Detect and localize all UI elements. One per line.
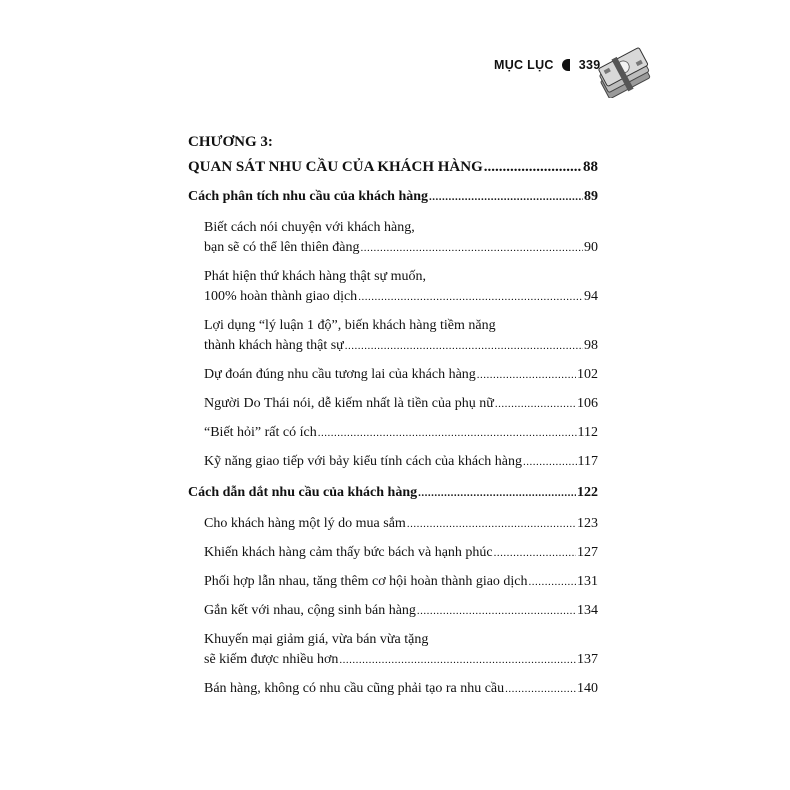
entry-title: bạn sẽ có thể lên thiên đàng (204, 240, 360, 255)
entry-row (204, 365, 598, 385)
entry-row (204, 543, 598, 563)
toc-entry (204, 423, 598, 443)
sections (188, 187, 598, 699)
toc-entry (204, 679, 598, 699)
entry-page: 94 (584, 289, 598, 304)
dot-leader (361, 238, 583, 258)
entry-title: sẽ kiếm được nhiều hơn (204, 652, 339, 667)
toc-entry (204, 452, 598, 472)
dot-leader (339, 650, 576, 670)
entry-page: 123 (577, 516, 598, 531)
entry-page: 137 (577, 652, 598, 667)
entry-page: 98 (584, 338, 598, 353)
toc-entry (204, 218, 598, 258)
chapter-label: CHƯƠNG 3: (188, 134, 273, 150)
entry-title: thành khách hàng thật sự (204, 338, 344, 353)
entry-page: 131 (577, 574, 598, 589)
section-page: 89 (584, 189, 598, 204)
dot-leader (523, 452, 576, 472)
running-header (494, 58, 601, 72)
chapter-title-row (188, 156, 598, 178)
dot-leader (495, 394, 576, 414)
section-title: Cách phân tích nhu cầu của khách hàng (188, 189, 429, 204)
entry-row (204, 423, 598, 443)
toc-entry (204, 267, 598, 307)
chapter-page: 88 (583, 159, 598, 175)
entry-row (204, 336, 598, 356)
entry-row (204, 679, 598, 699)
entry-title: “Biết hỏi” rất có ích (204, 425, 317, 440)
section-heading-row (188, 187, 598, 207)
entry-title-line: Lợi dụng “lý luận 1 độ”, biến khách hàng tiềm năng (204, 318, 496, 333)
entry-title: Phối hợp lẫn nhau, tăng thêm cơ hội hoàn thành giao dịch (204, 574, 528, 589)
toc-entry (204, 514, 598, 534)
entry-row (204, 514, 598, 534)
entry-row (204, 287, 598, 307)
entry-row (204, 452, 598, 472)
dot-leader (318, 423, 577, 443)
entry-row (204, 238, 598, 258)
dot-leader (418, 483, 576, 503)
entry-title-line: Phát hiện thứ khách hàng thật sự muốn, (204, 269, 427, 284)
toc-entry (204, 316, 598, 356)
section-heading-row (188, 483, 598, 503)
entry-title: Người Do Thái nói, dễ kiếm nhất là tiền của phụ nữ (204, 396, 494, 411)
dot-leader (358, 287, 583, 307)
dot-leader (407, 514, 576, 534)
entry-title: 100% hoàn thành giao dịch (204, 289, 358, 304)
section-title: Cách dẫn dắt nhu cầu của khách hàng (188, 485, 418, 500)
entry-page: 134 (577, 603, 598, 618)
entry-title: Kỹ năng giao tiếp với bảy kiểu tính cách của khách hàng (204, 454, 523, 469)
entry-page: 117 (577, 454, 598, 469)
table-of-contents (188, 132, 598, 699)
entry-title: Gắn kết với nhau, cộng sinh bán hàng (204, 603, 416, 618)
entry-row (204, 572, 598, 592)
toc-entry (204, 630, 598, 670)
entry-page: 102 (577, 367, 598, 382)
toc-entry (204, 365, 598, 385)
entry-page: 106 (577, 396, 598, 411)
toc-entry (204, 601, 598, 621)
toc-entry (204, 572, 598, 592)
dot-leader (529, 572, 576, 592)
entry-row (204, 650, 598, 670)
dot-leader (477, 365, 576, 385)
header-title: MỤC LỤC (494, 58, 554, 72)
entry-title-line: Biết cách nói chuyện với khách hàng, (204, 220, 415, 235)
entry-title: Khiến khách hàng cảm thấy bức bách và hạnh phúc (204, 545, 493, 560)
entry-page: 112 (577, 425, 598, 440)
dot-leader (494, 543, 576, 563)
header-page-number: 339 (578, 58, 601, 72)
entry-title-line: Khuyến mại giảm giá, vừa bán vừa tặng (204, 632, 429, 647)
entry-title: Dự đoán đúng nhu cầu tương lai của khách hàng (204, 367, 476, 382)
toc-entry (204, 543, 598, 563)
entry-row (204, 394, 598, 414)
dot-leader (484, 156, 582, 178)
dot-leader (345, 336, 583, 356)
chapter-title: QUAN SÁT NHU CẦU CỦA KHÁCH HÀNG (188, 159, 483, 175)
entry-page: 140 (577, 681, 598, 696)
entry-page: 90 (584, 240, 598, 255)
dot-leader (505, 679, 576, 699)
toc-entry (204, 394, 598, 414)
entry-page: 127 (577, 545, 598, 560)
entry-title: Bán hàng, không có nhu cầu cũng phải tạo ra nhu cầu (204, 681, 505, 696)
dot-leader (429, 187, 583, 207)
section-page: 122 (577, 485, 598, 500)
half-moon-icon (562, 59, 570, 71)
entry-row (204, 601, 598, 621)
money-stack-icon (592, 44, 652, 98)
dot-leader (417, 601, 576, 621)
entry-title: Cho khách hàng một lý do mua sắm (204, 516, 406, 531)
